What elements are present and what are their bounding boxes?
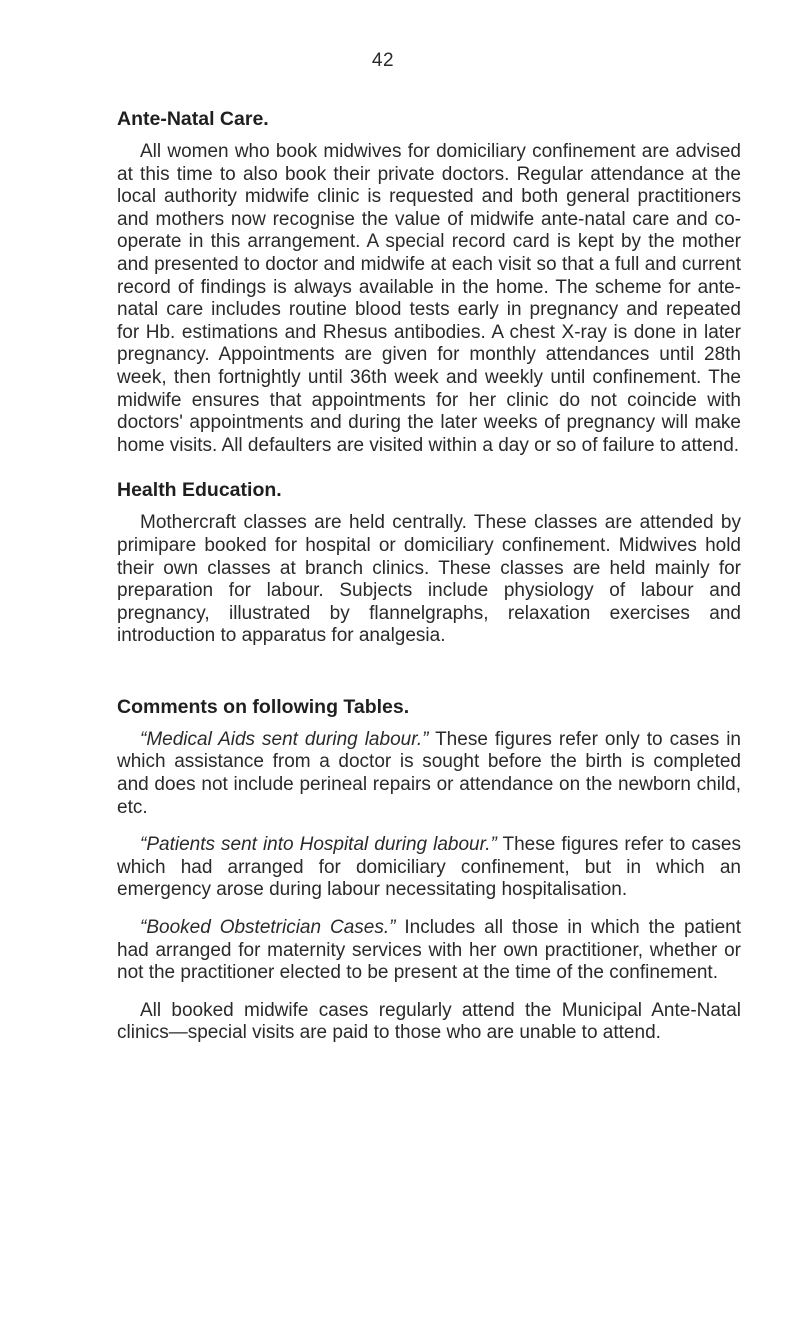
comments-heading: Comments on following Tables. <box>117 695 410 718</box>
comment-title: “Patients sent into Hospital during labour.” <box>140 834 497 856</box>
antenatal-care-paragraph: All women who book midwives for domiciliary confinement are advised at this time to also book their private doctors. Regular attendance at the local authority midwife clinic is requested and both general practitioners and mothers now recognise the value of midwife ante-natal care and co-operate in this arrangement. A special record card is kept by the mother and presented to doctor and midwife at each visit so that a full and current record of findings is always available in the home. The scheme for ante-natal care includes routine blood tests early in pregnancy and repeated for Hb. estimations and Rhesus antibodies. A chest X-ray is done in later pregnancy. Appointments are given for monthly attendances until 28th week, then fortnightly until 36th week and weekly until confinement. The midwife ensures that appointments for her clinic do not coincide with doctors' appointments and during the later weeks of pregnancy will make home visits. All defaulters are visited within a day or so of failure to attend. <box>117 141 741 456</box>
comment-title: “Medical Aids sent during labour.” <box>140 728 429 750</box>
comment-body: Includes all those in which the patient had arranged for maternity services with her own practitioner, whether or not the practitioner elected to be present at the time of the confinement. <box>117 917 741 984</box>
page-number: 42 <box>371 50 395 71</box>
comment-booked-obstetrician <box>117 917 741 985</box>
comments-closing-paragraph: All booked midwife cases regularly attend the Municipal Ante-Natal clinics—special visits are paid to those who are unable to attend. <box>117 999 741 1044</box>
health-education-section <box>117 479 741 648</box>
health-education-heading: Health Education. <box>117 479 282 502</box>
page-content <box>117 108 741 1067</box>
comment-body: These figures refer only to cases in which assistance from a doctor is sought before the birth is completed and does not include perineal repairs or attendance on the newborn child, etc. <box>117 728 741 818</box>
comment-patients-sent-hospital <box>117 834 741 902</box>
health-education-paragraph: Mothercraft classes are held centrally. These classes are attended by primipare booked for hospital or domiciliary confinement. Midwives hold their own classes at branch clinics. These classes are held mainly for preparation for labour. Subjects include physiology of labour and pregnancy, illustrated by flannelgraphs, relaxation exercises and introduction to apparatus for analgesia. <box>117 512 741 647</box>
comment-title: “Booked Obstetrician Cases.” <box>140 917 396 939</box>
antenatal-care-section <box>117 108 741 457</box>
comments-section <box>117 696 741 1045</box>
antenatal-care-heading: Ante-Natal Care. <box>117 108 269 130</box>
comment-medical-aids <box>117 729 741 819</box>
comment-body: These figures refer to cases which had arranged for domiciliary confinement, but in which an emergency arose during labour necessitating hospitalisation. <box>117 834 741 901</box>
